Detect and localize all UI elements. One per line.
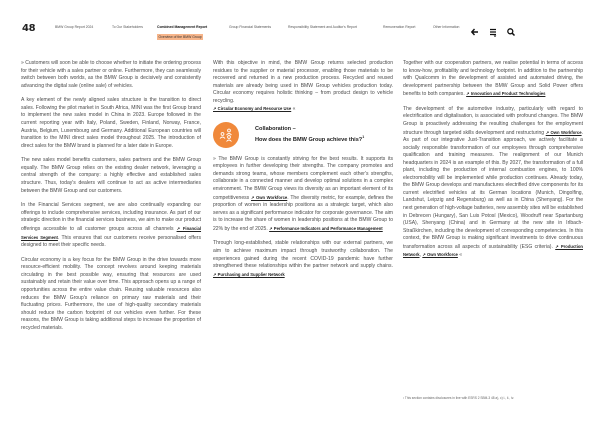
paragraph: » Customers will soon be able to choose whether to initiate the ordering process for their vehicle with a sales partner or online. Furthermore, they can seamlessly switch between both worlds, as the BMW Group is decisively and consistently advancing the digital sale (online sale) of vehicles. <box>21 60 201 89</box>
paragraph: » The BMW Group is constantly striving for the best results. It supports its employees in further developing their strengths. The company promotes and demands strong teams, whose members complement each other's strengths, collaborate in a connected manner and develop optimal solutions in a complex environment. The BMW Group views its diversity as an important element of its competitiveness ↗ Own Workforce. The diversity metric, for example, defines the proportion of women in leadership positions as a strategic target, which also serves as a significant performance indicator for corporate governance. The aim is to increase the share of women in leadership positions at the BMW Group to 22% by the end of 2025. ↗ Performance Indicators and Performance Management <box>213 155 393 232</box>
purchasing-supplier-link[interactable]: ↗ Purchasing and Supplier Network <box>213 271 285 277</box>
nav-responsibility-statement[interactable]: Responsibility Statement and Auditor's Report <box>288 25 357 29</box>
back-arrow-icon[interactable] <box>470 22 480 32</box>
nav-combined-management-report[interactable]: Combined Management Report <box>157 25 208 29</box>
nav-remuneration-report[interactable]: Remuneration Report <box>383 25 416 29</box>
nav-other-information[interactable]: Other Information <box>433 25 460 29</box>
nav-report[interactable]: BMW Group Report 2024 <box>55 25 94 29</box>
paragraph: Through long-established, stable relationships with our external partners, we aim to achieve maximum impact through trustworthy collaboration. The experiences gained during the recent COVID-19 pandemic have further strengthened these relationships within the partner network and supply chains. ↗ Purchasing and Supplier Network <box>213 240 393 277</box>
own-workforce-link[interactable]: ↗ Own Workforce <box>545 129 582 135</box>
callout-title-line2: How does the BMW Group achieve this?$^1$ <box>255 135 365 144</box>
own-workforce-link-2[interactable]: ↗ Own Workforce <box>422 252 458 258</box>
column-left <box>21 60 201 339</box>
performance-indicators-link[interactable]: ↗ Performance Indicators and Performance Management <box>269 225 383 231</box>
collaboration-icon <box>213 122 239 148</box>
paragraph: A key element of the newly aligned sales structure is the transition to direct sales. Following the pilot market in South Africa, MINI was the first Group brand to implement the new sales model in China in 2023. Europe followed in the current reporting year with Italy, Poland, Sweden, Finland, Norway, France, Austria, Belgium, Luxembourg and Germany. Additional European countries will transition to the MINI direct sales model throughout 2025. The introduction of direct sales for the BMW brand is planned for a later date in Europe. <box>21 97 201 149</box>
menu-icon[interactable] <box>488 22 498 32</box>
paragraph: With this objective in mind, the BMW Group returns selected production residues to the supplier or material processor, enabling those materials to be recovered and returned in a new production process. Recycled and reused materials are already being used in BMW Group vehicles production today. Circular economy requires holistic thinking – from product design to vehicle recycling. ↗ Circular Economy and Resource Use « <box>213 60 393 113</box>
paragraph: The development of the automotive industry, particularly with regard to electrification and digitalisation, is associated with profound changes. The BMW Group is proactively addressing the resulting challenges for the employment structure through targeted skills development and restructuring ↗ Own Workforce. As part of our integrative Just-Transition approach, we actively facilitate a socially responsible transformation of our employees through comprehensive qualification and training measures. The realignment of our Munich headquarters in 2024 is an example of this. By 2027, the transformation of a full plant, including the production of internal combustion engines, to 100% electromobility will be implemented while production continues. Already today, the BMW Group develops and manufactures electrified drive components for its current electrified vehicles at its German locations (Munich, Dingolfing, Landshut, Leipzig and Regensburg) as well as in China (Shenyang). For the next generation of high-voltage batteries, new assembly sites will be established in Debrecen (Hungary), San Luis Potosí (Mexico), Woodruff near Spartanburg (USA), Shenyang (China) and in Germany at the new site in Irlbach-Straßkirchen, including the development of corresponding competencies. In this context, the BMW Group is making significant investments to drive continuous transformation across all aspects of sustainability (ESG criteria). ↗ Production Network, ↗ Own Workforce « <box>403 105 583 259</box>
sub-nav-overview[interactable]: Overview of the BMW Group <box>158 35 202 39</box>
column-right <box>403 60 583 267</box>
innovation-technologies-link[interactable]: ↗ Innovation and Product Technologies <box>466 91 546 97</box>
financial-services-link[interactable]: ↗ Financial Services Segment <box>21 225 202 240</box>
callout-title-line1: Collaboration – <box>255 126 296 133</box>
paragraph: The new sales model benefits customers, sales partners and the BMW Group equally. The BMW Group relies on the existing dealer network, leveraging a central strength of the company: a highly effective and established sales structure. Thus, today's dealers will continue to act as active intermediaries between the BMW Group and our customers. <box>21 157 201 194</box>
column-middle <box>213 60 393 286</box>
nav-financial-statements[interactable]: Group Financial Statements <box>229 25 272 29</box>
paragraph: In the Financial Services segment, we are also continually expanding our offerings to include comprehensive services, including insurance. As part of our strategic direction in the financial services business, we aim to make our product offerings accessible to all customer groups across all channels ↗ Financial Services Segment. This ensures that our customers receive personalised offers designed to meet their specific needs. <box>21 202 202 249</box>
paragraph: Circular economy is a key focus for the BMW Group in the drive towards more resource-efficient mobility. The concept revolves around keeping materials circulating in the best possible way, ensuring that resources are used sustainably and retain their value over time. This approach opens up a range of opportunities across the entire value chain. Reusing valuable resources also reduces the BMW Group's reliance on primary raw materials and their fluctuating prices. Furthermore, the use of high-quality secondary materials should reduce the carbon footprint of our vehicles even further. For these reasons, the BMW Group is taking additional steps to increase the proportion of recycled materials. <box>21 256 201 331</box>
collaboration-callout <box>213 122 393 148</box>
production-network-link[interactable]: ↗ Production Network <box>403 243 583 258</box>
top-navigation <box>0 0 600 48</box>
paragraph: Together with our cooperation partners, we realise potential in terms of access to know-how, profitability and technology footprint. In addition to the partnership with Qualcomm in the development of assisted and automated driving, the development partnership between the BMW Group and Solid Power offers benefits to both companies. ↗ Innovation and Product Technologies <box>403 60 583 98</box>
toolbar-icons <box>470 22 516 32</box>
footnote: ¹ This section contains disclosures in line with ESRS 2 SBM-3 48 a), c) i., ii., iv. <box>403 396 514 400</box>
circular-economy-link[interactable]: ↗ Circular Economy and Resource Use <box>213 106 292 112</box>
own-workforce-link[interactable]: ↗ Own Workforce <box>250 194 288 200</box>
nav-stakeholders[interactable]: To Our Stakeholders <box>112 25 143 29</box>
page-number: 48 <box>22 23 36 34</box>
search-icon[interactable] <box>506 22 516 32</box>
footnote-marker: 1 <box>362 135 365 140</box>
